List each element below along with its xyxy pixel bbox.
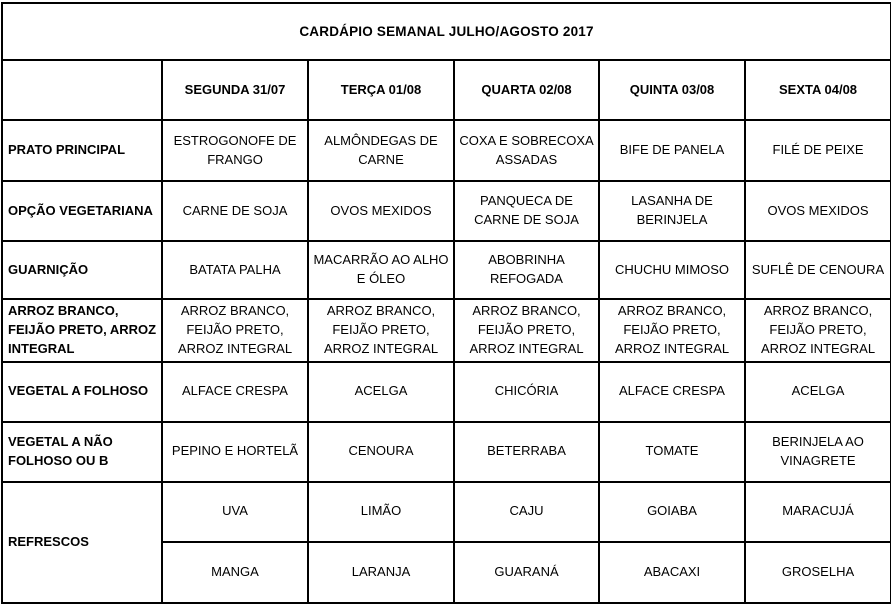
page-title: CARDÁPIO SEMANAL JULHO/AGOSTO 2017 — [2, 3, 891, 60]
menu-cell: BERINJELA AO VINAGRETE — [745, 422, 891, 482]
menu-cell: ALMÔNDEGAS DE CARNE — [308, 120, 454, 181]
weekly-menu-table — [1, 2, 891, 604]
menu-cell: ACELGA — [308, 362, 454, 422]
table-row-opcao-vegetariana — [2, 181, 891, 241]
menu-cell: OVOS MEXIDOS — [745, 181, 891, 241]
row-label-vegetal-nao-folhoso: VEGETAL A NÃO FOLHOSO OU B — [2, 422, 162, 482]
menu-cell: ABACAXI — [599, 542, 745, 603]
menu-cell: CHICÓRIA — [454, 362, 599, 422]
title-row — [2, 3, 891, 60]
day-header-quarta: QUARTA 02/08 — [454, 60, 599, 120]
menu-cell: ARROZ BRANCO, FEIJÃO PRETO, ARROZ INTEGRAL — [162, 299, 308, 362]
menu-cell: UVA — [162, 482, 308, 542]
menu-cell: ESTROGONOFE DE FRANGO — [162, 120, 308, 181]
menu-cell: SUFLÊ DE CENOURA — [745, 241, 891, 299]
menu-cell: MACARRÃO AO ALHO E ÓLEO — [308, 241, 454, 299]
menu-cell: PANQUECA DE CARNE DE SOJA — [454, 181, 599, 241]
menu-cell: ARROZ BRANCO, FEIJÃO PRETO, ARROZ INTEGRAL — [745, 299, 891, 362]
menu-cell: CHUCHU MIMOSO — [599, 241, 745, 299]
menu-cell: ABOBRINHA REFOGADA — [454, 241, 599, 299]
row-label-prato-principal: PRATO PRINCIPAL — [2, 120, 162, 181]
menu-cell: TOMATE — [599, 422, 745, 482]
row-label-vegetal-folhoso: VEGETAL A FOLHOSO — [2, 362, 162, 422]
menu-cell: ARROZ BRANCO, FEIJÃO PRETO, ARROZ INTEGRAL — [454, 299, 599, 362]
menu-cell: BIFE DE PANELA — [599, 120, 745, 181]
menu-cell: ARROZ BRANCO, FEIJÃO PRETO, ARROZ INTEGRAL — [599, 299, 745, 362]
day-header-quinta: QUINTA 03/08 — [599, 60, 745, 120]
table-row-vegetal-folhoso — [2, 362, 891, 422]
table-row-vegetal-nao-folhoso — [2, 422, 891, 482]
menu-cell: CAJU — [454, 482, 599, 542]
menu-cell: COXA E SOBRECOXA ASSADAS — [454, 120, 599, 181]
day-header-terca: TERÇA 01/08 — [308, 60, 454, 120]
menu-cell: GOIABA — [599, 482, 745, 542]
menu-cell: OVOS MEXIDOS — [308, 181, 454, 241]
header-row — [2, 60, 891, 120]
menu-cell: GUARANÁ — [454, 542, 599, 603]
table-row-guarnicao — [2, 241, 891, 299]
table-row-refrescos-1 — [2, 482, 891, 542]
day-header-sexta: SEXTA 04/08 — [745, 60, 891, 120]
row-label-guarnicao: GUARNIÇÃO — [2, 241, 162, 299]
menu-cell: CARNE DE SOJA — [162, 181, 308, 241]
menu-cell: BATATA PALHA — [162, 241, 308, 299]
menu-cell: MARACUJÁ — [745, 482, 891, 542]
menu-cell: MANGA — [162, 542, 308, 603]
menu-cell: ARROZ BRANCO, FEIJÃO PRETO, ARROZ INTEGRAL — [308, 299, 454, 362]
menu-cell: FILÉ DE PEIXE — [745, 120, 891, 181]
menu-cell: BETERRABA — [454, 422, 599, 482]
table-row-prato-principal — [2, 120, 891, 181]
row-label-arroz-feijao: ARROZ BRANCO, FEIJÃO PRETO, ARROZ INTEGRAL — [2, 299, 162, 362]
day-header-segunda: SEGUNDA 31/07 — [162, 60, 308, 120]
row-label-refrescos: REFRESCOS — [2, 482, 162, 603]
menu-cell: LASANHA DE BERINJELA — [599, 181, 745, 241]
table-row-arroz-feijao — [2, 299, 891, 362]
menu-cell: ALFACE CRESPA — [162, 362, 308, 422]
menu-cell: CENOURA — [308, 422, 454, 482]
menu-cell: LARANJA — [308, 542, 454, 603]
corner-cell — [2, 60, 162, 120]
menu-cell: ALFACE CRESPA — [599, 362, 745, 422]
row-label-opcao-vegetariana: OPÇÃO VEGETARIANA — [2, 181, 162, 241]
menu-cell: LIMÃO — [308, 482, 454, 542]
menu-cell: PEPINO E HORTELÃ — [162, 422, 308, 482]
menu-cell: ACELGA — [745, 362, 891, 422]
menu-cell: GROSELHA — [745, 542, 891, 603]
